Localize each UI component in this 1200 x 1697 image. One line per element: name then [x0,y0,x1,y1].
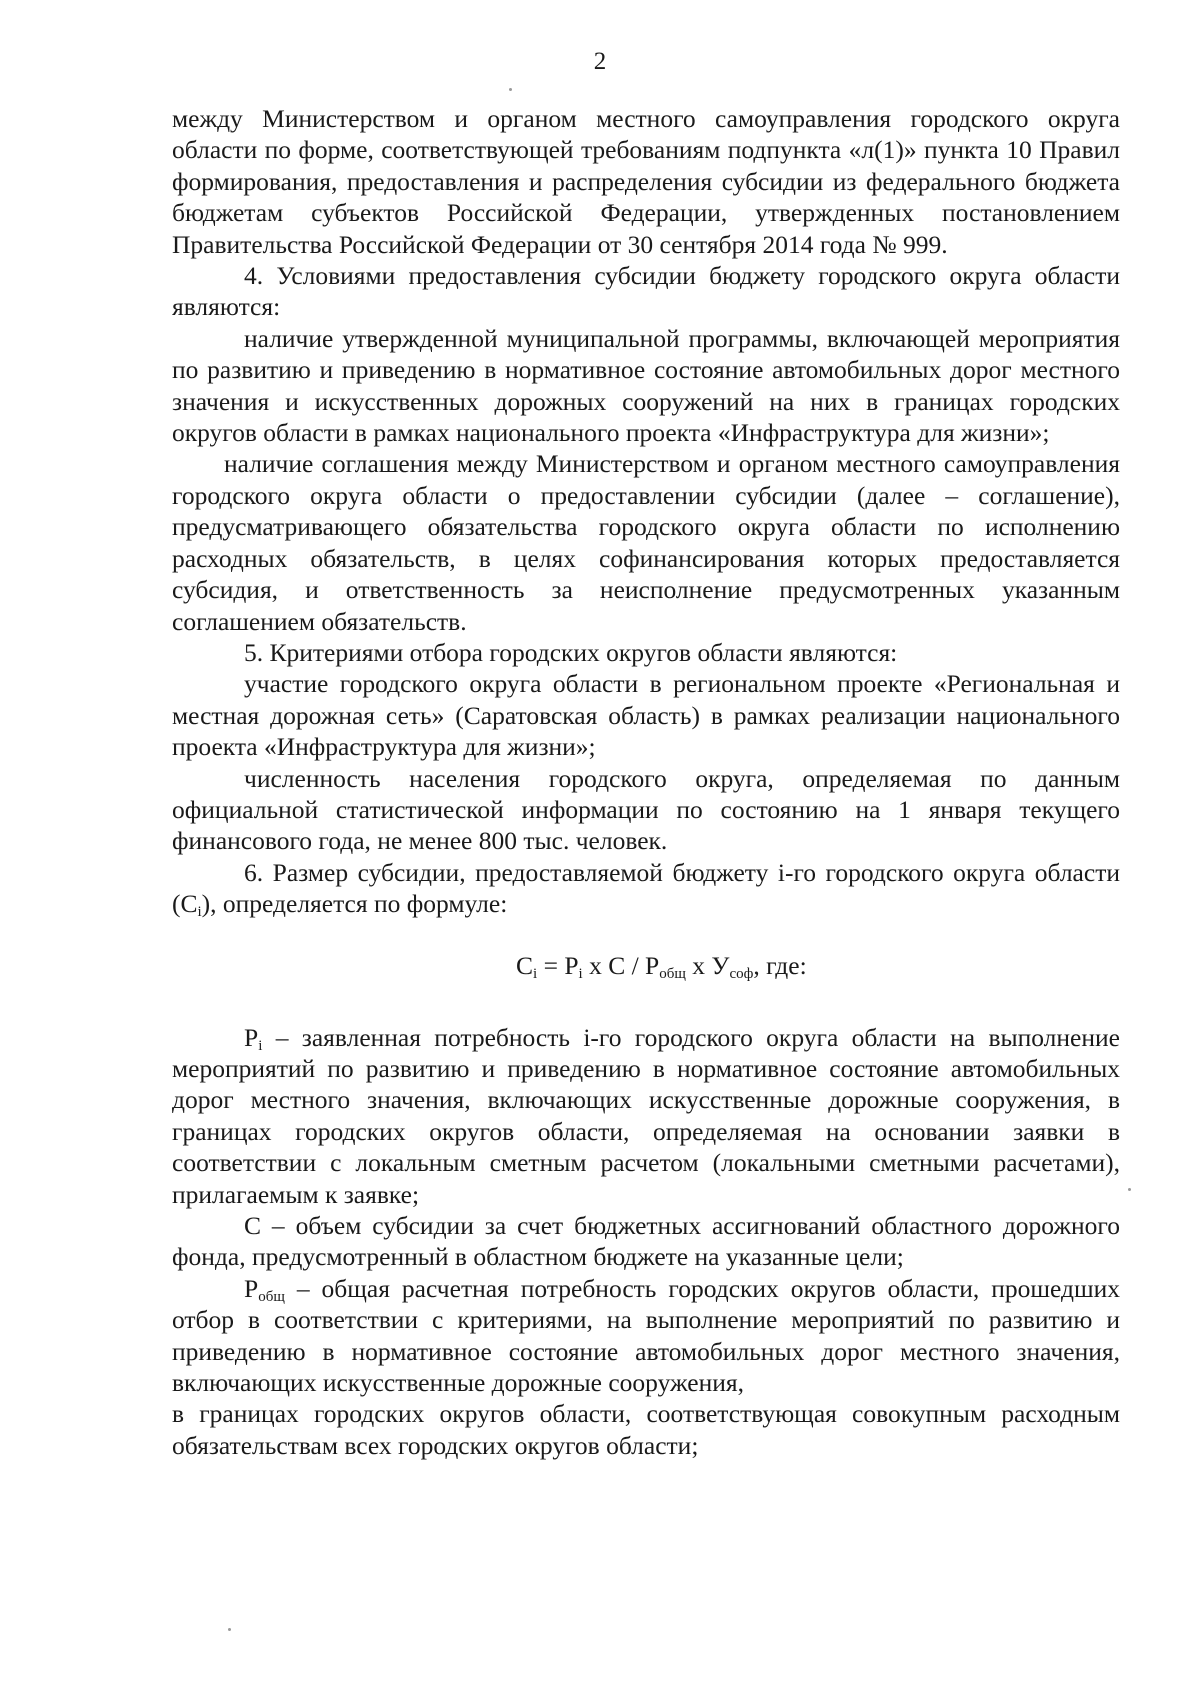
definition-pobsh [172,1273,1120,1399]
subsidy-size-subscript: i [197,904,202,921]
paragraph-criterion-project: участие городского округа области в региональном проекте «Региональная и местная дорожная сеть» (Саратовская область) в рамках реализации национального проекта «Инфраструктура для жизни»; [172,669,1120,762]
scan-speck [509,88,512,91]
paragraph-pobsh-continuation: в границах городских округов области, соответствующая совокупным расходным обязательствам всех городских округов области; [172,1399,1120,1460]
document-body [172,103,1120,1461]
paragraph-condition-agreement: наличие соглашения между Министерством и органом местного самоуправления городского округа области о предоставлении субсидии (далее – соглашение), предусматривающего обязательства городского округа области по исполнению расходных обязательств, в целях софинансирования которых предоставляется субсидия, и ответственность за неисполнение предусмотренных указанным соглашением обязательств. [172,449,1120,636]
formula-pobsh-subscript: общ [659,965,686,982]
paragraph-conditions-heading: 4. Условиями предоставления субсидии бюджету городского округа области являются: [172,261,1120,322]
formula-c: C [516,950,534,980]
formula-p-subscript: i [578,965,583,982]
definition-pi [172,1022,1120,1210]
scan-speck [1128,1188,1131,1191]
formula-tail: , где: [753,950,807,980]
subsidy-formula [172,946,1120,986]
definition-pobsh-text: – общая расчетная потребность городских округов области, прошедших отбор в соответствии с критериями, на выполнение мероприятий по развитию и приведению в нормативное состояние автомобильных дорог местного значения, включающих искусственные дорожные сооружения, [172,1273,1120,1398]
paragraph-criteria-heading: 5. Критериями отбора городских округов области являются: [244,637,898,667]
paragraph-subsidy-size [172,857,1120,920]
subsidy-size-tail: ), определяется по формуле: [201,889,508,919]
formula-equals-p: = P [537,950,579,980]
definition-pobsh-symbol: P [244,1273,259,1303]
definition-pi-symbol: P [244,1022,259,1052]
formula-usof-subscript: соф [729,965,754,982]
formula-c-subscript: i [533,965,538,982]
formula-x-u: x У [685,950,730,980]
subsidy-size-text: 6. Размер субсидии, предоставляемой бюджету i-го городского округа области (C [172,857,1120,919]
definition-pi-text: – заявленная потребность i-го городского округа области на выполнение мероприятий по развитию и приведению в нормативное состояние автомобильных дорог местного значения, включающих искусственные дорожные сооружения, в границах городских округов области, определяемая на основании заявки в соответствии с локальным сметным расчетом (локальными сметными расчетами), прилагаемым к заявке; [172,1022,1120,1209]
page-number: 2 [593,48,607,75]
paragraph-criterion-population: численность населения городского округа, определяемая по данным официальной статистической информации по состоянию на 1 января текущего финансового года, не менее 800 тыс. человек. [172,763,1120,856]
definition-c: C – объем субсидии за счет бюджетных ассигнований областного дорожного фонда, предусмотренный в областном бюджете на указанные цели; [172,1211,1120,1272]
formula-mid: x C / P [582,950,660,980]
paragraph-agreement-form: между Министерством и органом местного самоуправления городского округа области по форме, соответствующей требованиям подпункта «л(1)» пункта 10 Правил формирования, предоставления и распределения субсидии из федерального бюджета бюджетам субъектов Российской Федерации, утвержденных постановлением Правительства Российской Федерации от 30 сентября 2014 года № 999. [172,104,1120,259]
definition-pi-subscript: i [258,1037,263,1054]
paragraph-condition-program: наличие утвержденной муниципальной программы, включающей мероприятия по развитию и приведению в нормативное состояние автомобильных дорог местного значения и искусственных дорожных сооружений на них в границах городских округов области в рамках национального проекта «Инфраструктура для жизни»; [172,323,1120,448]
definition-pobsh-subscript: общ [258,1288,285,1305]
scan-speck [228,1628,231,1631]
